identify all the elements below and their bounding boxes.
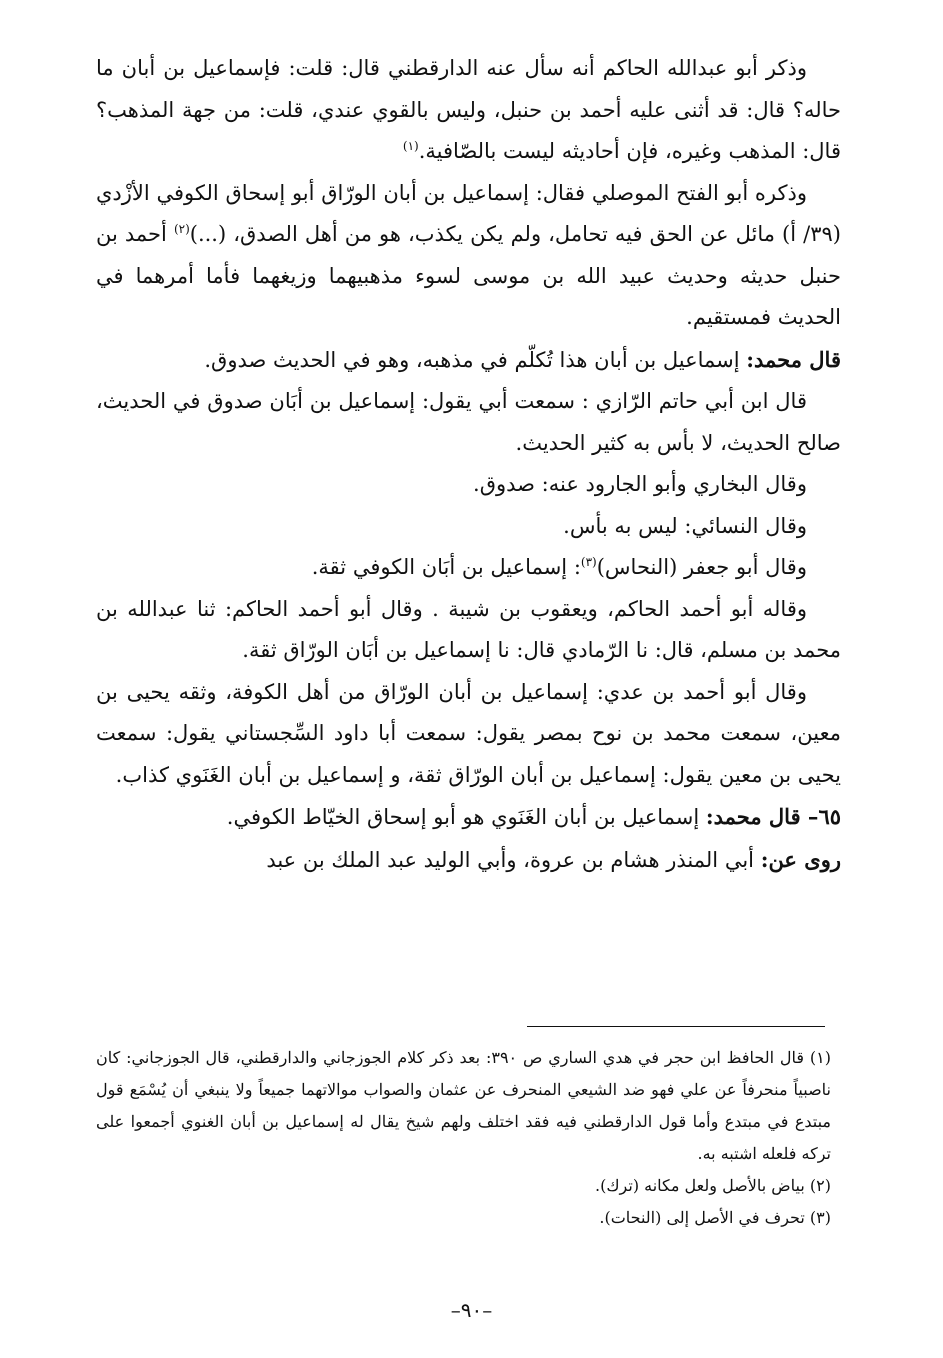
paragraph-qala-muhammad [96, 339, 841, 382]
text-line: الصدق، (...) [189, 222, 298, 246]
bold-heading: روى عن: [760, 846, 841, 872]
bold-heading: قال محمد: [746, 346, 841, 372]
footnote-number: (٣) [809, 1208, 831, 1227]
text-line: يحيى بن معين، سمعت محمد بن نوح بمصر يقول: سمعت أبا داود السِّجستاني [96, 679, 841, 745]
footnote-line: ولهم شيخ يقال له إسماعيل بن أبان الغنوي أجمعوا على تركه فلعله اشتبه به. [96, 1112, 831, 1163]
text-line: وقال النسائي: ليس به بأس. [563, 513, 807, 538]
footnote-mark: (١) [402, 139, 419, 153]
footnote-line: تحرف في الأصل إلى (النحات). [599, 1208, 805, 1227]
footnote-separator [527, 1026, 825, 1027]
paragraph-rawa-an [96, 839, 841, 882]
text-line: أحمد بن حنبل حديثه وحديث عبيد الله بن موسى لسوء [96, 222, 841, 288]
text-line: : إسماعيل بن أبَان الكوفي ثقة. [311, 555, 581, 579]
text-line: إسماعيل بن أبان هذا تُكلّم في مذهبه، وهو في الحديث صدوق. [204, 347, 740, 372]
text-line: مذهبيهما وزيغهما فأما أمرهما في الحديث فمستقيم. [96, 263, 841, 329]
main-text [96, 48, 841, 881]
text-line: أبان ما حاله؟ قال: قد أثنى عليه أحمد بن حنبل، وليس بالقوي عندي، قلت: من [96, 56, 841, 122]
text-line: قال ابن أبي حاتم الرّازي : سمعت أبي يقول: إسماعيل بن أبَان صدوق في [172, 389, 807, 413]
paragraph-hakim [96, 589, 841, 672]
footnote-mark: (٢) [173, 222, 190, 236]
text-line: عبدالله بن محمد بن مسلم، قال: نا الرّمادي قال: نا إسماعيل بن أبَان الورّاق ثقة. [96, 596, 841, 662]
footnote-number: (١) [809, 1048, 831, 1067]
text-line: وذكره أبو الفتح الموصلي فقال: إسماعيل بن أبان الورّاق أبو إسحاق [225, 180, 807, 205]
paragraph-nahhas [96, 547, 841, 589]
footnote-number: (٢) [809, 1176, 831, 1195]
bold-heading: ٦٥– قال محمد: [705, 804, 841, 829]
footnote-line: قال الحافظ ابن حجر في هدي الساري ص ٣٩٠: بعد ذكر كلام الجوزجاني والدارقطني، [235, 1048, 805, 1067]
paragraph-daraqutni [96, 48, 841, 173]
footnote-2 [96, 1170, 831, 1202]
text-line: وقاله أبو أحمد الحاكم، ويعقوب بن شيبة . وقال أبو أحمد الحاكم: ثنا [196, 596, 807, 621]
text-line: أبان الغَنَوي كذاب. [115, 762, 272, 787]
footnote-line: قال الجوزجاني: كان ناصبياً منحرفاً عن علي فهو ضد الشيعي المنحرف عن عثمان والصواب [96, 1048, 832, 1099]
paragraph-ibn-adi [96, 672, 841, 797]
paragraph-entry-65 [96, 796, 841, 839]
text-line: وقال البخاري وأبو الجارود عنه: صدوق. [473, 472, 807, 496]
footnote-1 [96, 1042, 831, 1170]
paragraph-bukhari [96, 464, 841, 506]
footnotes [96, 1042, 831, 1234]
text-line: وقال أبو أحمد بن عدي: إسماعيل بن أبان الورّاق من أهل الكوفة، وثقه [178, 679, 807, 704]
text-line: إسماعيل بن أبان الغَنَوي هو أبو إسحاق الخيّاط الكوفي. [226, 805, 700, 829]
text-line: وقال أبو جعفر (النحاس) [596, 555, 807, 579]
paragraph-ibn-abi-hatim [96, 381, 841, 464]
paragraph-mawsili [96, 173, 841, 339]
footnote-line: بياض بالأصل ولعل مكانه (ترك). [595, 1176, 805, 1195]
text-line: وذكر أبو عبدالله الحاكم أنه سأل عنه الدارقطني قال: قلت: فإسماعيل بن [163, 56, 807, 80]
text-line: جهة المذهب؟ قال: المذهب وغيره، فإن أحاديثه ليست بالصّافية. [96, 97, 841, 163]
footnote-line: موالاتهما جميعاً ولا ينبغي أن يُسْمَع قول مبتدع في مبتدع وأما قول الدارقطني فيه فقد اختلف [96, 1080, 831, 1131]
footnote-3 [96, 1202, 831, 1234]
text-line: الحديث، صالح الحديث، لا بأس به كثير الحديث. [96, 389, 841, 455]
text-line: يقول: سمعت يحيى بن معين يقول: إسماعيل بن أبان الورّاق ثقة، و إسماعيل بن [96, 721, 841, 787]
paragraph-nasai [96, 506, 841, 548]
footnote-mark: (٣) [580, 555, 597, 569]
text-line: أبي المنذر هشام بن عروة، وأبي الوليد عبد الملك بن عبد [266, 847, 754, 872]
page-number: –٩٠– [450, 1298, 493, 1322]
text-line: الكوفي الأزْدي (٣٩/ أ) مائل عن الحق فيه تحامل، ولم يكن يكذب، هو من أهل [96, 180, 841, 246]
